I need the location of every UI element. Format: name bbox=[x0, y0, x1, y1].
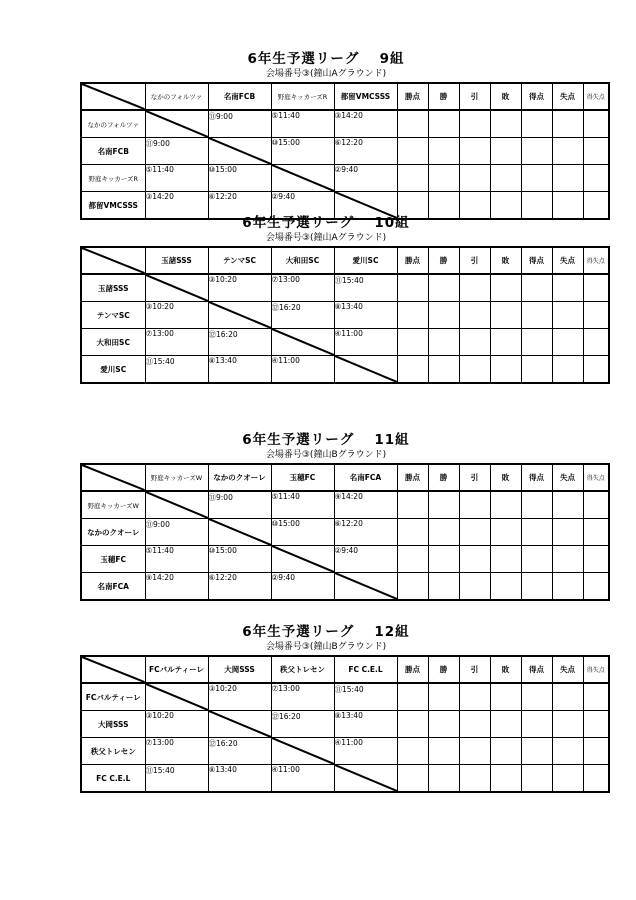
table-row bbox=[81, 738, 609, 765]
stat-cell bbox=[583, 138, 609, 165]
stat-cell bbox=[583, 765, 609, 793]
stat-cell bbox=[428, 573, 459, 601]
stat-header: 引 bbox=[459, 656, 490, 683]
stat-cell bbox=[490, 683, 521, 711]
stat-cell bbox=[428, 765, 459, 793]
stat-cell bbox=[428, 110, 459, 138]
stat-cell bbox=[397, 573, 428, 601]
stat-cell bbox=[397, 738, 428, 765]
stat-cell bbox=[490, 356, 521, 384]
stat-cell bbox=[459, 765, 490, 793]
match-time-cell: ⑨14:20 bbox=[334, 491, 397, 519]
stat-cell bbox=[552, 546, 583, 573]
diagonal-cell bbox=[145, 110, 208, 138]
stat-cell bbox=[583, 274, 609, 302]
stat-cell bbox=[428, 274, 459, 302]
team-column-header: なかのフォルツァ bbox=[145, 83, 208, 110]
team-column-header: FCバルティーレ bbox=[145, 656, 208, 683]
stat-header: 勝点 bbox=[397, 83, 428, 110]
match-time-cell: ⑧13:40 bbox=[208, 765, 271, 793]
stat-cell bbox=[397, 546, 428, 573]
stat-header: 失点 bbox=[552, 656, 583, 683]
team-row-header: 愛川SC bbox=[81, 356, 145, 384]
match-time-cell: ⑫16:20 bbox=[271, 711, 334, 738]
stat-cell bbox=[490, 491, 521, 519]
stat-cell bbox=[521, 765, 552, 793]
team-column-header: 名南FCB bbox=[208, 83, 271, 110]
stat-cell bbox=[459, 302, 490, 329]
stat-cell bbox=[459, 738, 490, 765]
stat-header: 得失点 bbox=[583, 83, 609, 110]
group-title: 6年生予選リーグ 10組 bbox=[242, 215, 410, 231]
stat-cell bbox=[397, 356, 428, 384]
stat-header: 勝 bbox=[428, 464, 459, 491]
stat-header: 敗 bbox=[490, 247, 521, 274]
stat-cell bbox=[490, 302, 521, 329]
match-time-cell: ⑦13:00 bbox=[145, 329, 208, 356]
stat-cell bbox=[459, 274, 490, 302]
match-time-cell: ⑧13:40 bbox=[334, 711, 397, 738]
stat-cell bbox=[583, 738, 609, 765]
stat-cell bbox=[521, 274, 552, 302]
stat-cell bbox=[459, 356, 490, 384]
stat-header: 敗 bbox=[490, 656, 521, 683]
match-time-cell: ⑥12:20 bbox=[334, 519, 397, 546]
stat-cell bbox=[397, 165, 428, 192]
stat-cell bbox=[552, 356, 583, 384]
stat-header: 失点 bbox=[552, 464, 583, 491]
team-column-header: 大和田SC bbox=[271, 247, 334, 274]
stat-cell bbox=[583, 519, 609, 546]
match-time-cell: ⑧13:40 bbox=[334, 302, 397, 329]
stat-header: 得点 bbox=[521, 656, 552, 683]
stat-cell bbox=[428, 329, 459, 356]
team-row-header: 玉諸SSS bbox=[81, 274, 145, 302]
stat-header: 得点 bbox=[521, 247, 552, 274]
stat-header: 得失点 bbox=[583, 656, 609, 683]
stat-cell bbox=[490, 165, 521, 192]
stat-cell bbox=[490, 110, 521, 138]
table-row bbox=[81, 356, 609, 384]
diagonal-cell bbox=[208, 302, 271, 329]
stat-cell bbox=[459, 138, 490, 165]
stat-cell bbox=[428, 519, 459, 546]
match-time-cell: ⑪9:00 bbox=[145, 138, 208, 165]
stat-cell bbox=[552, 683, 583, 711]
stat-cell bbox=[397, 711, 428, 738]
stat-cell bbox=[397, 302, 428, 329]
team-row-header: 玉穂FC bbox=[81, 546, 145, 573]
stat-cell bbox=[552, 573, 583, 601]
stat-cell bbox=[552, 711, 583, 738]
team-column-header: 名南FCA bbox=[334, 464, 397, 491]
stat-cell bbox=[459, 329, 490, 356]
stat-header: 得失点 bbox=[583, 464, 609, 491]
table-row bbox=[81, 329, 609, 356]
table-row bbox=[81, 110, 609, 138]
team-row-header: 大岡SSS bbox=[81, 711, 145, 738]
team-row-header: 名南FCA bbox=[81, 573, 145, 601]
match-time-cell: ④11:00 bbox=[271, 356, 334, 384]
team-column-header: 都留VMCSSS bbox=[334, 83, 397, 110]
stat-cell bbox=[397, 138, 428, 165]
stat-cell bbox=[583, 491, 609, 519]
stat-cell bbox=[583, 683, 609, 711]
stat-header: 失点 bbox=[552, 83, 583, 110]
diagonal-cell bbox=[208, 711, 271, 738]
stat-cell bbox=[583, 546, 609, 573]
group-title: 6年生予選リーグ 12組 bbox=[242, 624, 410, 640]
table-row bbox=[81, 765, 609, 793]
stat-cell bbox=[583, 329, 609, 356]
stat-header: 勝 bbox=[428, 83, 459, 110]
match-time-cell: ⑫16:20 bbox=[271, 302, 334, 329]
stat-cell bbox=[583, 711, 609, 738]
stat-cell bbox=[428, 165, 459, 192]
team-column-header: FC C.E.L bbox=[334, 656, 397, 683]
team-column-header: 大岡SSS bbox=[208, 656, 271, 683]
stat-header: 得失点 bbox=[583, 247, 609, 274]
stat-cell bbox=[490, 711, 521, 738]
match-time-cell: ⑩15:00 bbox=[208, 165, 271, 192]
stat-cell bbox=[490, 329, 521, 356]
match-time-cell: ③10:20 bbox=[208, 683, 271, 711]
match-time-cell: ⑨14:20 bbox=[145, 573, 208, 601]
corner-cell bbox=[81, 656, 145, 683]
match-time-cell: ③10:20 bbox=[145, 302, 208, 329]
stat-cell bbox=[583, 573, 609, 601]
match-time-cell: ⑩15:00 bbox=[271, 138, 334, 165]
team-row-header: なかのクオーレ bbox=[81, 519, 145, 546]
team-column-header: 秩父トレセン bbox=[271, 656, 334, 683]
match-time-cell: ⑦13:00 bbox=[145, 738, 208, 765]
diagonal-cell bbox=[334, 573, 397, 601]
match-time-cell: ⑤11:40 bbox=[145, 546, 208, 573]
league-group bbox=[80, 624, 605, 793]
team-column-header: テンマSC bbox=[208, 247, 271, 274]
stat-header: 引 bbox=[459, 247, 490, 274]
stat-header: 勝点 bbox=[397, 247, 428, 274]
stat-cell bbox=[521, 356, 552, 384]
match-time-cell: ⑦13:00 bbox=[271, 274, 334, 302]
stat-cell bbox=[521, 110, 552, 138]
stat-cell bbox=[428, 356, 459, 384]
stat-cell bbox=[490, 138, 521, 165]
stat-cell bbox=[552, 165, 583, 192]
match-time-cell: ④11:00 bbox=[334, 738, 397, 765]
stat-cell bbox=[428, 738, 459, 765]
stat-cell bbox=[521, 491, 552, 519]
match-time-cell: ②9:40 bbox=[334, 165, 397, 192]
stat-header: 勝点 bbox=[397, 656, 428, 683]
team-column-header: 愛川SC bbox=[334, 247, 397, 274]
team-column-header: なかのクオーレ bbox=[208, 464, 271, 491]
match-time-cell: ⑤11:40 bbox=[145, 165, 208, 192]
stat-cell bbox=[552, 138, 583, 165]
stat-cell bbox=[552, 302, 583, 329]
league-group bbox=[80, 51, 605, 220]
stat-cell bbox=[459, 165, 490, 192]
match-time-cell: ⑧13:40 bbox=[208, 356, 271, 384]
stat-cell bbox=[428, 683, 459, 711]
match-time-cell: ⑩15:00 bbox=[208, 546, 271, 573]
stat-header: 敗 bbox=[490, 83, 521, 110]
team-row-header: 名南FCB bbox=[81, 138, 145, 165]
league-table bbox=[80, 463, 610, 601]
stat-cell bbox=[459, 491, 490, 519]
stat-cell bbox=[397, 110, 428, 138]
stat-cell bbox=[552, 765, 583, 793]
stat-header: 失点 bbox=[552, 247, 583, 274]
stat-cell bbox=[428, 711, 459, 738]
match-time-cell: ②9:40 bbox=[334, 546, 397, 573]
table-row bbox=[81, 302, 609, 329]
diagonal-cell bbox=[208, 519, 271, 546]
stat-cell bbox=[490, 765, 521, 793]
corner-cell bbox=[81, 83, 145, 110]
stat-header: 勝 bbox=[428, 247, 459, 274]
stat-cell bbox=[521, 738, 552, 765]
match-time-cell: ③10:20 bbox=[145, 711, 208, 738]
stat-cell bbox=[521, 573, 552, 601]
stat-cell bbox=[459, 519, 490, 546]
corner-cell bbox=[81, 464, 145, 491]
team-row-header: FC C.E.L bbox=[81, 765, 145, 793]
stat-cell bbox=[521, 329, 552, 356]
stat-cell bbox=[552, 738, 583, 765]
stat-cell bbox=[583, 165, 609, 192]
table-row bbox=[81, 683, 609, 711]
stat-cell bbox=[583, 192, 609, 220]
stat-cell bbox=[397, 683, 428, 711]
team-row-header: 秩父トレセン bbox=[81, 738, 145, 765]
venue-label: 会場番号③(鐘山Aグラウンド) bbox=[265, 233, 387, 243]
match-time-cell: ③10:20 bbox=[208, 274, 271, 302]
stat-cell bbox=[583, 302, 609, 329]
match-time-cell: ⑪15:40 bbox=[334, 274, 397, 302]
table-row bbox=[81, 491, 609, 519]
stat-cell bbox=[521, 138, 552, 165]
match-time-cell: ⑤11:40 bbox=[271, 110, 334, 138]
stat-cell bbox=[428, 491, 459, 519]
stat-header: 敗 bbox=[490, 464, 521, 491]
diagonal-cell bbox=[145, 683, 208, 711]
diagonal-cell bbox=[271, 738, 334, 765]
match-time-cell: ⑫16:20 bbox=[208, 738, 271, 765]
diagonal-cell bbox=[271, 546, 334, 573]
match-time-cell: ⑪9:00 bbox=[208, 491, 271, 519]
stat-cell bbox=[459, 546, 490, 573]
table-row bbox=[81, 165, 609, 192]
stat-cell bbox=[521, 546, 552, 573]
stat-cell bbox=[459, 573, 490, 601]
match-time-cell: ⑫16:20 bbox=[208, 329, 271, 356]
match-time-cell: ③14:20 bbox=[145, 192, 208, 220]
stat-header: 引 bbox=[459, 464, 490, 491]
match-time-cell: ⑤11:40 bbox=[271, 491, 334, 519]
stat-cell bbox=[521, 683, 552, 711]
team-row-header: 大和田SC bbox=[81, 329, 145, 356]
stat-cell bbox=[552, 110, 583, 138]
league-table bbox=[80, 246, 610, 384]
diagonal-cell bbox=[208, 138, 271, 165]
match-time-cell: ③14:20 bbox=[334, 110, 397, 138]
stat-cell bbox=[490, 546, 521, 573]
team-row-header: 野庭キッカーズW bbox=[81, 491, 145, 519]
team-row-header: テンマSC bbox=[81, 302, 145, 329]
stat-cell bbox=[552, 519, 583, 546]
league-table bbox=[80, 655, 610, 793]
stat-cell bbox=[521, 302, 552, 329]
stat-cell bbox=[397, 519, 428, 546]
match-time-cell: ⑥12:20 bbox=[208, 192, 271, 220]
match-time-cell: ④11:00 bbox=[271, 765, 334, 793]
stat-cell bbox=[521, 519, 552, 546]
table-row bbox=[81, 519, 609, 546]
table-row bbox=[81, 274, 609, 302]
diagonal-cell bbox=[145, 491, 208, 519]
venue-label: 会場番号③(鐘山Bグラウンド) bbox=[265, 450, 387, 460]
match-time-cell: ⑦13:00 bbox=[271, 683, 334, 711]
stat-cell bbox=[521, 711, 552, 738]
stat-cell bbox=[552, 329, 583, 356]
team-column-header: 野庭キッカーズW bbox=[145, 464, 208, 491]
table-row bbox=[81, 138, 609, 165]
table-row bbox=[81, 711, 609, 738]
stat-cell bbox=[490, 274, 521, 302]
stat-cell bbox=[490, 738, 521, 765]
table-row bbox=[81, 546, 609, 573]
stat-cell bbox=[397, 274, 428, 302]
stat-header: 得点 bbox=[521, 464, 552, 491]
stat-header: 勝 bbox=[428, 656, 459, 683]
diagonal-cell bbox=[145, 274, 208, 302]
team-row-header: FCバルティーレ bbox=[81, 683, 145, 711]
league-table bbox=[80, 82, 610, 220]
stat-cell bbox=[459, 711, 490, 738]
match-time-cell: ⑪9:00 bbox=[208, 110, 271, 138]
stat-cell bbox=[490, 573, 521, 601]
group-title: 6年生予選リーグ 9組 bbox=[247, 51, 405, 67]
diagonal-cell bbox=[334, 765, 397, 793]
stat-cell bbox=[459, 683, 490, 711]
diagonal-cell bbox=[334, 356, 397, 384]
stat-cell bbox=[459, 110, 490, 138]
match-time-cell: ⑪15:40 bbox=[334, 683, 397, 711]
team-column-header: 玉穂FC bbox=[271, 464, 334, 491]
stat-cell bbox=[552, 491, 583, 519]
match-time-cell: ⑪15:40 bbox=[145, 356, 208, 384]
match-time-cell: ⑪9:00 bbox=[145, 519, 208, 546]
league-group bbox=[80, 432, 605, 601]
stat-cell bbox=[397, 765, 428, 793]
venue-label: 会場番号③(鐘山Aグラウンド) bbox=[265, 69, 387, 79]
match-time-cell: ⑥12:20 bbox=[208, 573, 271, 601]
match-time-cell: ②9:40 bbox=[271, 192, 334, 220]
team-column-header: 玉諸SSS bbox=[145, 247, 208, 274]
stat-cell bbox=[583, 110, 609, 138]
match-time-cell: ②9:40 bbox=[271, 573, 334, 601]
match-time-cell: ⑪15:40 bbox=[145, 765, 208, 793]
stat-cell bbox=[521, 165, 552, 192]
stat-cell bbox=[428, 546, 459, 573]
match-time-cell: ⑩15:00 bbox=[271, 519, 334, 546]
stat-header: 引 bbox=[459, 83, 490, 110]
table-row bbox=[81, 573, 609, 601]
diagonal-cell bbox=[271, 165, 334, 192]
stat-cell bbox=[428, 138, 459, 165]
team-row-header: なかのフォルツァ bbox=[81, 110, 145, 138]
stat-cell bbox=[490, 519, 521, 546]
stat-header: 勝点 bbox=[397, 464, 428, 491]
stat-cell bbox=[397, 491, 428, 519]
match-time-cell: ④11:00 bbox=[334, 329, 397, 356]
league-group bbox=[80, 215, 605, 384]
team-row-header: 野庭キッカーズR bbox=[81, 165, 145, 192]
stat-cell bbox=[583, 356, 609, 384]
stat-cell bbox=[552, 274, 583, 302]
match-time-cell: ⑥12:20 bbox=[334, 138, 397, 165]
venue-label: 会場番号③(鐘山Bグラウンド) bbox=[265, 642, 387, 652]
team-column-header: 野庭キッカーズR bbox=[271, 83, 334, 110]
stat-cell bbox=[428, 302, 459, 329]
diagonal-cell bbox=[271, 329, 334, 356]
group-title: 6年生予選リーグ 11組 bbox=[242, 432, 410, 448]
stat-header: 得点 bbox=[521, 83, 552, 110]
corner-cell bbox=[81, 247, 145, 274]
team-row-header: 都留VMCSSS bbox=[81, 192, 145, 220]
stat-cell bbox=[397, 329, 428, 356]
